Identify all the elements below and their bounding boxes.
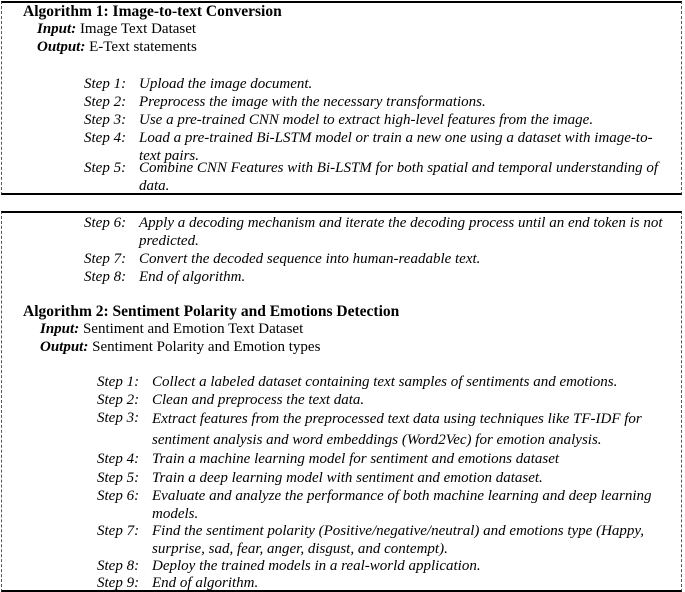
algorithm-1-input [37, 20, 196, 38]
step-text: Upload the image document. [139, 76, 313, 92]
algorithm-2-output [40, 338, 320, 356]
step-label: Step 3: [97, 410, 140, 426]
input-label: Input: [37, 21, 77, 37]
step-label: Step 9: [97, 575, 140, 591]
step-text: Combine CNN Features with Bi-LSTM for both spatial and temporal understanding of data. [139, 160, 659, 194]
step-label: Step 1: [84, 76, 127, 92]
step-text: Evaluate and analyze the performance of both machine learning and deep learning models. [152, 488, 652, 522]
step-label: Step 5: [97, 470, 140, 486]
step-text: Use a pre-trained CNN model to extract high-level features from the image. [139, 112, 594, 128]
step-text: Find the sentiment polarity (Positive/negative/neutral) and emotions type (Happy, surprise, sad, fear, anger, disgust, and contempt). [152, 523, 644, 557]
input-label: Input: [40, 321, 80, 337]
step-label: Step 6: [84, 215, 127, 231]
step-label: Step 4: [97, 451, 140, 467]
output-value: E-Text statements [89, 39, 197, 55]
step-text: Train a machine learning model for sentiment and emotions dataset [152, 451, 560, 467]
step-label: Step 4: [84, 130, 127, 146]
step-label: Step 5: [84, 160, 127, 176]
step-text: Clean and preprocess the text data. [152, 392, 365, 408]
algorithm-1-output [37, 38, 197, 56]
algorithm-2-title: Algorithm 2: Sentiment Polarity and Emotions Detection [23, 303, 400, 320]
step-label: Step 6: [97, 488, 140, 504]
step-text: Train a deep learning model with sentiment and emotion dataset. [152, 470, 543, 486]
output-label: Output: [40, 339, 89, 355]
step-text: End of algorithm. [152, 575, 259, 591]
step-label: Step 3: [84, 112, 127, 128]
output-label: Output: [37, 39, 86, 55]
input-value: Image Text Dataset [79, 21, 197, 37]
step-label: Step 2: [97, 392, 140, 408]
step-label: Step 7: [84, 251, 127, 267]
step-label: Step 8: [84, 269, 127, 285]
step-text: Preprocess the image with the necessary transformations. [139, 94, 486, 110]
step-text: Collect a labeled dataset containing text samples of sentiments and emotions. [152, 374, 618, 390]
step-label: Step 2: [84, 94, 127, 110]
step-label: Step 8: [97, 558, 140, 574]
output-value: Sentiment Polarity and Emotion types [92, 339, 321, 355]
algorithm-2-input [40, 320, 303, 338]
step-text: Deploy the trained models in a real-world application. [152, 558, 481, 574]
algorithm-1-title: Algorithm 1: Image-to-text Conversion [23, 3, 282, 20]
step-text: Extract features from the preprocessed text data using techniques like TF-IDF for sentiment analysis and word embeddings (Word2Vec) for emotion analysis. [152, 411, 642, 448]
input-value: Sentiment and Emotion Text Dataset [82, 321, 304, 337]
step-label: Step 7: [97, 523, 140, 539]
step-text: Load a pre-trained Bi-LSTM model or train a new one using a dataset with image-to-text pairs. [139, 130, 653, 164]
step-text: Apply a decoding mechanism and iterate the decoding process until an end token is not predicted. [139, 215, 663, 249]
step-label: Step 1: [97, 374, 140, 390]
step-text: End of algorithm. [139, 269, 246, 285]
step-text: Convert the decoded sequence into human-readable text. [139, 251, 481, 267]
